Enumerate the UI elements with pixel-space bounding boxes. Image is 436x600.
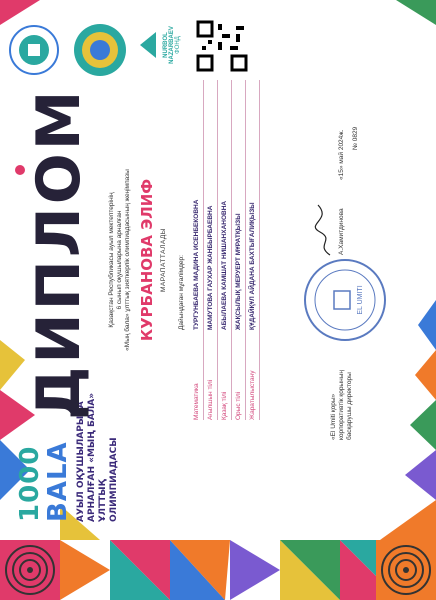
teacher-row bbox=[190, 80, 204, 420]
teachers-heading: Дайындаған мұғалімдер: bbox=[178, 255, 185, 330]
qr-code-icon bbox=[196, 20, 248, 72]
diploma-number bbox=[352, 90, 360, 150]
date-prefix: « bbox=[338, 176, 345, 180]
teacher-row bbox=[204, 80, 218, 420]
date-year: 2024ж. bbox=[338, 129, 345, 151]
partner-logo-badge bbox=[4, 20, 64, 80]
signature-scribble bbox=[310, 200, 340, 260]
teacher-row bbox=[246, 80, 260, 420]
teacher-subject: Орыс тілі bbox=[235, 391, 242, 420]
award-date bbox=[338, 90, 346, 180]
logo-line-2: BALA bbox=[43, 441, 73, 522]
awarded-text: МАРАПАТТАЛАДЫ bbox=[160, 227, 167, 293]
signature-org-line-2: корпоративтік қорының bbox=[338, 370, 345, 440]
nurbol-fund-line-2: NAZARBAEV bbox=[169, 26, 175, 64]
nurbol-fund-line-1: NURBOL bbox=[163, 32, 169, 58]
olympiad-title-line-2: АРНАЛҒАН «МЫҢ БАЛА» bbox=[87, 392, 97, 522]
signature-org-line-1: «El Umiti қоры» bbox=[330, 393, 337, 440]
teacher-name: МАМУТОВА ГАУХАР ЖАНБЫРБАЕВНА bbox=[207, 205, 214, 330]
signer-name: А.Хамитдинова bbox=[338, 208, 345, 255]
intro-line-3: «Мың бала» ұлттық зияткерлік олимпиадасының жеңімпазы bbox=[124, 169, 131, 351]
intro-line-1: Қазақстан Республикасы ауыл мектептерінің bbox=[108, 192, 115, 328]
logo-line-1: 1000 bbox=[15, 445, 45, 522]
olympiad-logo bbox=[16, 432, 72, 522]
signature-org-line-3: басқарушы директоры bbox=[346, 372, 353, 440]
number-value: 0829 bbox=[352, 126, 359, 142]
teacher-subject: Жаратылыстану bbox=[249, 370, 256, 420]
intro-line-2: 6 сынып оқушыларына арналған bbox=[116, 210, 123, 310]
number-label: № bbox=[352, 143, 359, 150]
date-month: май bbox=[338, 151, 345, 164]
seal-text: EL UMITI bbox=[357, 285, 364, 315]
nurbol-fund-logo bbox=[138, 10, 181, 80]
teacher-subject: Қазақ тілі bbox=[221, 391, 228, 420]
teacher-subject: Математика bbox=[193, 383, 200, 420]
student-name: КУРБАНОВА ЭЛИФ bbox=[138, 178, 156, 342]
teacher-name: АБЫЛАЕВА КАМШАТ НИШАНХАНОВНА bbox=[221, 200, 228, 330]
teacher-name: ҚҰДАЙҚҰЛ АЙДАНА БАХТЫҒАЛИҚЫЗЫ bbox=[249, 202, 256, 330]
nurbol-fund-icon bbox=[138, 30, 158, 60]
diploma-title: ДИПЛОМ bbox=[24, 87, 94, 420]
teacher-row bbox=[232, 80, 246, 420]
olympiad-title-line-1: АУЫЛ ОҚУШЫЛАРЫНА bbox=[76, 401, 86, 522]
official-seal bbox=[300, 255, 390, 345]
teacher-subject: Ағылшын тілі bbox=[207, 379, 214, 420]
nurbol-fund-line-3: ФОНД bbox=[175, 36, 181, 54]
teacher-name: ТУРГУНБАЕВА МАДИНА ИСЕНБЕКОВНА bbox=[193, 199, 200, 330]
intro-text bbox=[108, 80, 132, 440]
teacher-row bbox=[218, 80, 232, 420]
date-day: 15 bbox=[338, 169, 345, 177]
partner-logo-circle bbox=[70, 20, 130, 80]
date-mid: » bbox=[338, 165, 345, 170]
concentric-circles-top bbox=[0, 540, 60, 600]
teachers-list bbox=[190, 80, 260, 420]
olympiad-title-line-3: ҰЛТТЫҚ ОЛИМПИАДАСЫ bbox=[98, 437, 119, 522]
teacher-name: ЖАҚСЫЛЫҚ МЕРУЕРТ МҰРАТҚЫЗЫ bbox=[235, 213, 242, 330]
concentric-circles-bottom bbox=[376, 540, 436, 600]
